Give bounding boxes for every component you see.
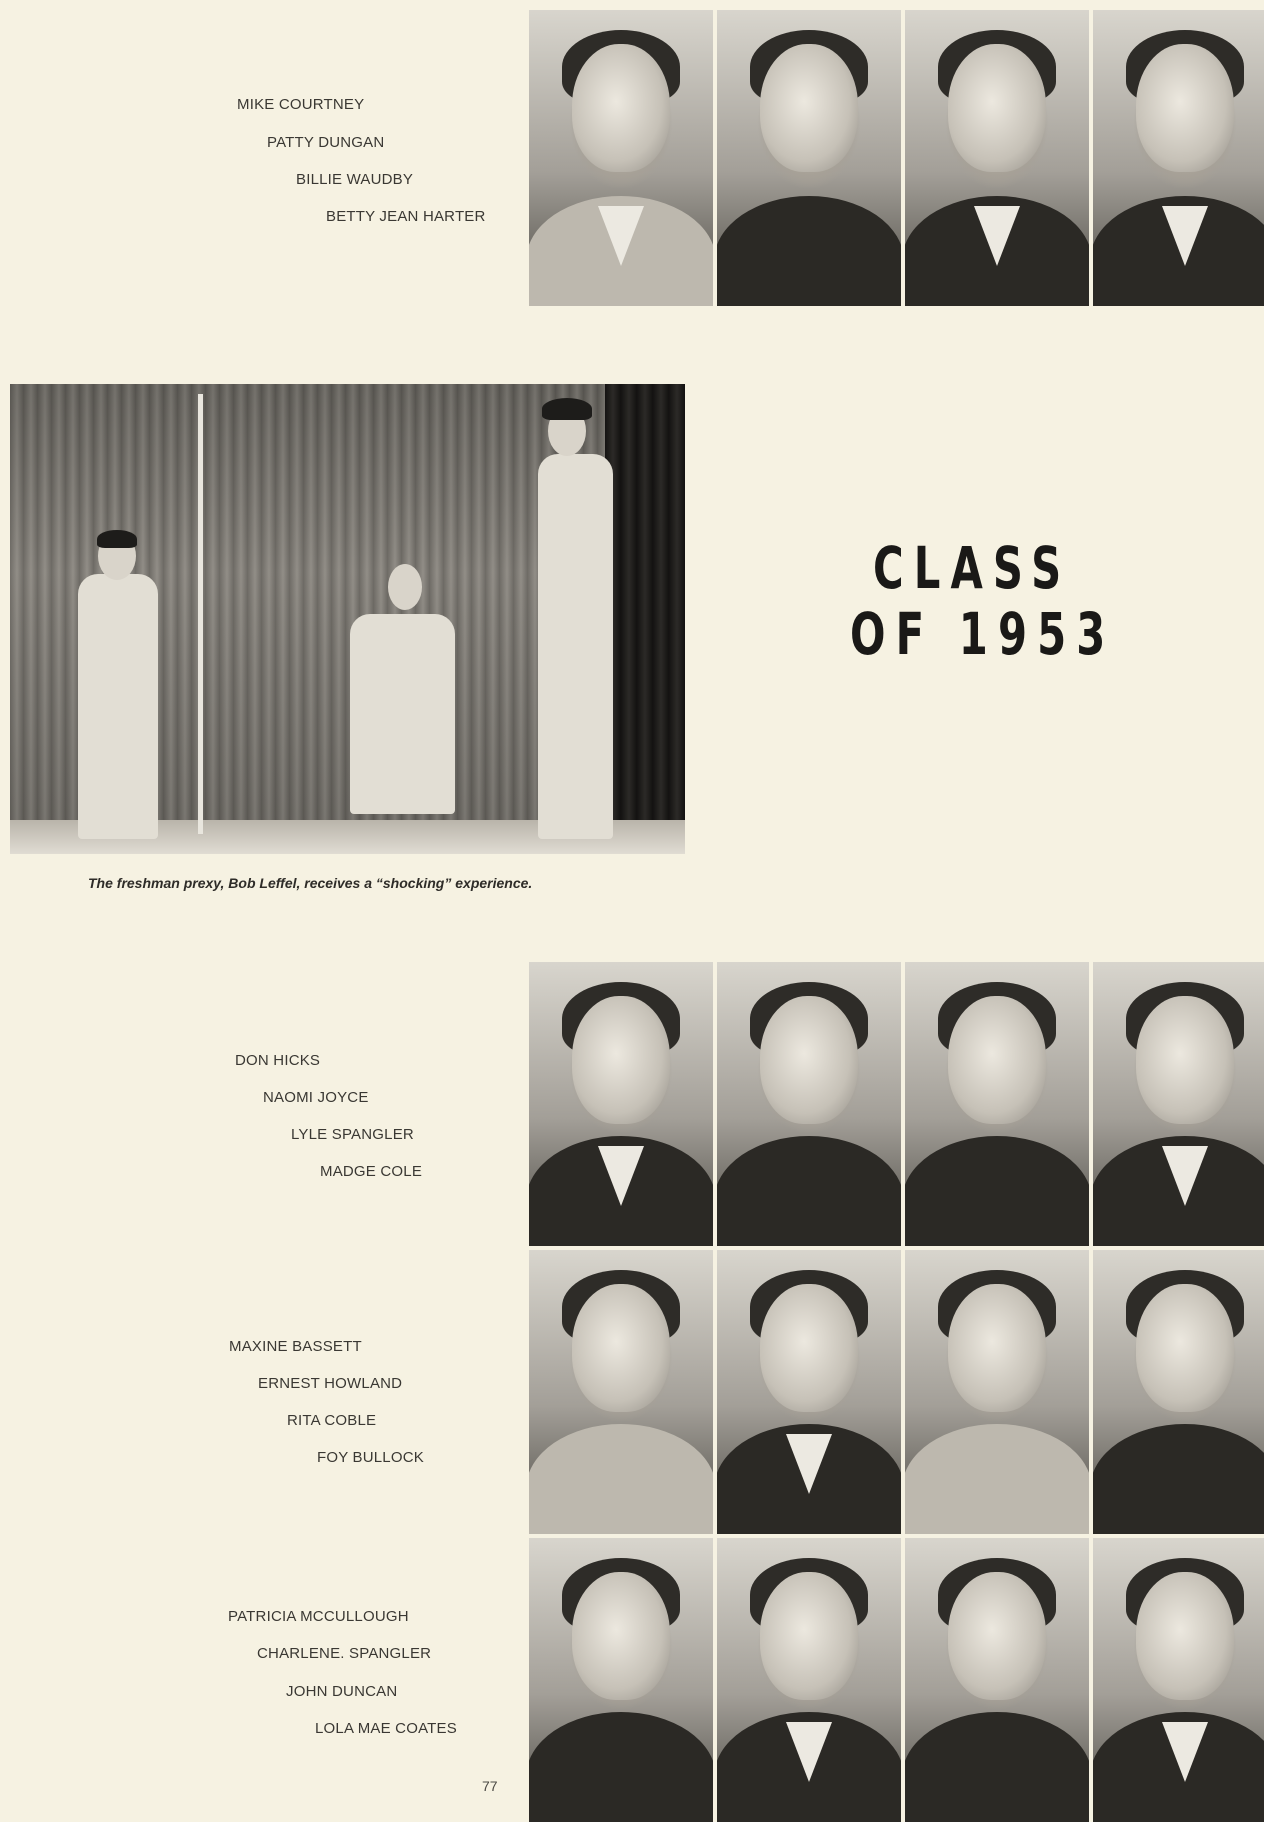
name-label: DON HICKS <box>235 1052 321 1069</box>
name-label: MADGE COLE <box>320 1163 423 1180</box>
person-figure <box>350 614 455 814</box>
photo-caption: The freshman prexy, Bob Leffel, receives a “shocking” experience. <box>88 875 533 891</box>
name-label: CHARLENE. SPANGLER <box>257 1645 432 1662</box>
name-label: RITA COBLE <box>287 1412 377 1429</box>
name-label: MAXINE BASSETT <box>229 1338 362 1355</box>
top-portrait-row <box>529 10 1264 306</box>
bottom-portrait-grid <box>529 962 1264 1822</box>
portrait-photo <box>905 962 1089 1246</box>
name-label: JOHN DUNCAN <box>286 1683 398 1700</box>
name-label: NAOMI JOYCE <box>263 1089 369 1106</box>
portrait-photo <box>1093 962 1264 1246</box>
portrait-photo <box>717 10 901 306</box>
stage-photo <box>10 384 685 854</box>
name-label: BILLIE WAUDBY <box>296 171 414 188</box>
person-head <box>388 564 422 610</box>
portrait-photo <box>905 10 1089 306</box>
page-number: 77 <box>482 1778 498 1794</box>
portrait-photo <box>1093 10 1264 306</box>
title-line-2: OF 1953 <box>850 600 1116 668</box>
person-figure <box>78 574 158 839</box>
portrait-photo <box>529 962 713 1246</box>
name-label: LOLA MAE COATES <box>315 1720 457 1737</box>
portrait-photo <box>905 1538 1089 1822</box>
portrait-photo <box>717 1250 901 1534</box>
name-label: FOY BULLOCK <box>317 1449 424 1466</box>
name-label: PATTY DUNGAN <box>267 134 385 151</box>
person-hair <box>97 530 137 548</box>
stage-curtain <box>605 384 685 854</box>
portrait-photo <box>1093 1250 1264 1534</box>
portrait-photo <box>529 10 713 306</box>
person-figure <box>538 454 613 839</box>
name-label: LYLE SPANGLER <box>291 1126 414 1143</box>
person-hair <box>542 398 592 420</box>
title-line-1: CLASS <box>873 534 1072 602</box>
portrait-photo <box>717 962 901 1246</box>
microphone-stand <box>198 394 203 834</box>
name-label: ERNEST HOWLAND <box>258 1375 403 1392</box>
portrait-photo <box>717 1538 901 1822</box>
portrait-photo <box>905 1250 1089 1534</box>
name-label: PATRICIA MCCULLOUGH <box>228 1608 409 1625</box>
portrait-photo <box>529 1538 713 1822</box>
name-label: MIKE COURTNEY <box>237 96 365 113</box>
portrait-photo <box>529 1250 713 1534</box>
name-label: BETTY JEAN HARTER <box>326 208 486 225</box>
page-title <box>850 534 1116 668</box>
portrait-photo <box>1093 1538 1264 1822</box>
